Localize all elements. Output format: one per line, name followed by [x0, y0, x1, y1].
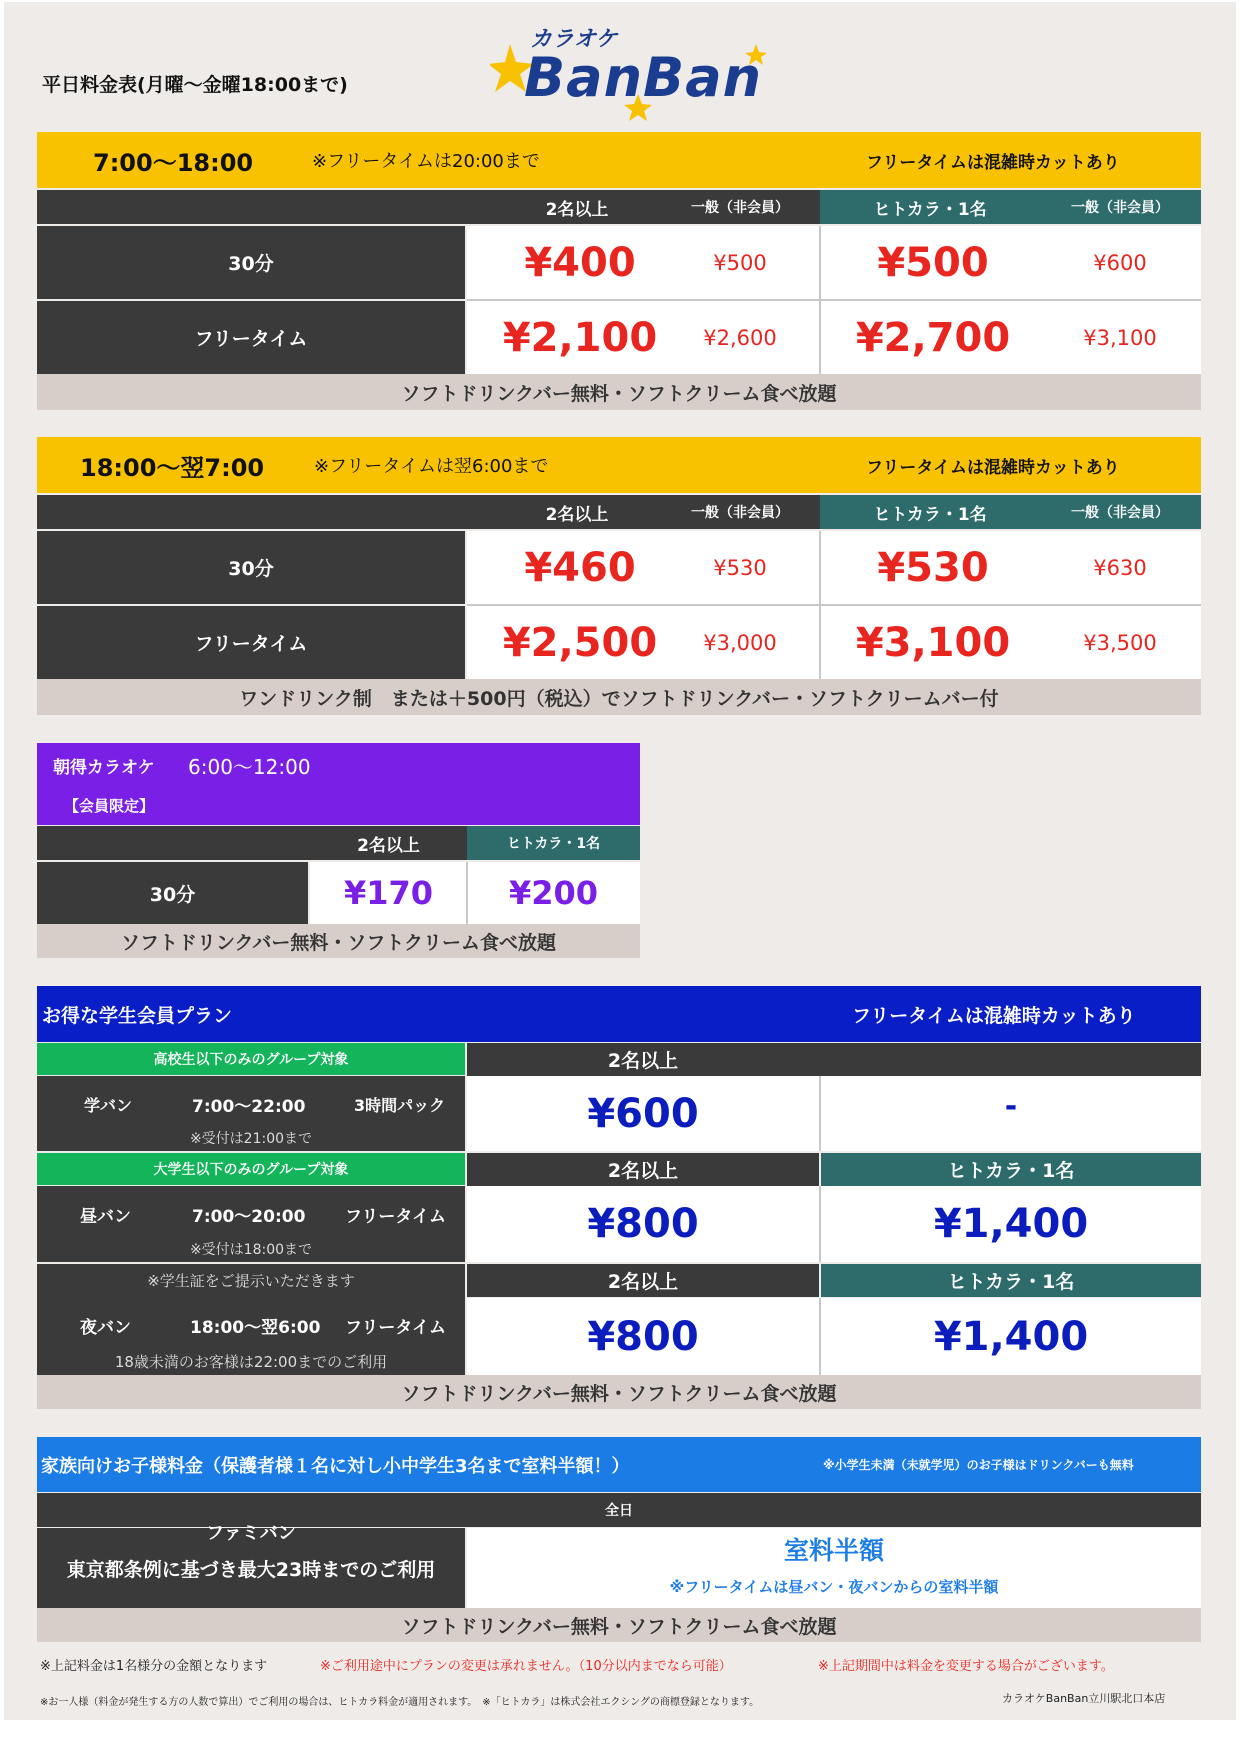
- plan3-sub: 18歳未満のお客様は22:00までのご利用: [114, 1352, 388, 1371]
- plan2-price-hitokara: ¥1,400: [933, 1201, 1089, 1247]
- plan1-price-hitokara: -: [1004, 1088, 1018, 1124]
- section1-row1-price-general-b: ¥600: [1093, 250, 1147, 275]
- plan1-col-2plus: 2名以上: [467, 1043, 819, 1076]
- section1-note: ※フリータイムは20:00まで: [312, 151, 540, 172]
- section2-col-general-a: 一般（非会員）: [660, 495, 820, 529]
- family-right-note: ※小学生未満（未就学児）のお子様はドリンクバーも無料: [823, 1458, 1134, 1472]
- plan2-target: 大学生以下のみのグループ対象: [37, 1153, 465, 1185]
- family-title: 家族向けお子様料金（保護者様１名に対し小中学生3名まで室料半額！）: [41, 1455, 630, 1477]
- morning-col-2plus: 2名以上: [310, 826, 467, 860]
- plan3-col-2plus: 2名以上: [467, 1264, 819, 1297]
- plan1-time: 7:00～22:00: [192, 1096, 306, 1117]
- plan3-target: ※学生証をご提示いただきます: [147, 1271, 355, 1290]
- section1-row1-label: 30分: [37, 226, 465, 299]
- family-name: ファミバン: [206, 1523, 296, 1544]
- family-price: 室料半額: [783, 1536, 884, 1565]
- divider: [467, 604, 1201, 606]
- divider: [819, 1186, 821, 1262]
- plan3-type: フリータイム: [345, 1317, 446, 1338]
- section1-row1-price-2plus: ¥400: [524, 239, 636, 286]
- plan2-type: フリータイム: [345, 1206, 446, 1227]
- section2-row1-price-general-a: ¥530: [713, 555, 767, 580]
- note-line1-c: ※上記期間中は料金を変更する場合がございます。: [818, 1658, 1114, 1674]
- student-footer: ソフトドリンクバー無料・ソフトクリーム食べ放題: [37, 1375, 1201, 1409]
- section2-row2-price-hitokara: ¥3,100: [855, 619, 1011, 666]
- plan1-sub: ※受付は21:00まで: [189, 1131, 313, 1147]
- divider: [467, 299, 1201, 301]
- section2-row1-price-hitokara: ¥530: [877, 544, 989, 591]
- family-desc: 東京都条例に基づき最大23時までのご利用: [66, 1558, 436, 1581]
- section2-footer: ワンドリンク制 または＋500円（税込）でソフトドリンクバー・ソフトクリームバー付: [37, 679, 1201, 715]
- section1-row2-price-hitokara: ¥2,700: [855, 314, 1011, 361]
- plan2-col-2plus: 2名以上: [467, 1153, 819, 1186]
- section2-right-note: フリータイムは混雑時カットあり: [866, 457, 1120, 478]
- student-title: お得な学生会員プラン: [42, 1004, 233, 1027]
- morning-col-hitokara: ヒトカラ・1名: [467, 826, 640, 860]
- section2-row2-price-general-a: ¥3,000: [703, 630, 777, 655]
- section2-row1-price-2plus: ¥460: [524, 544, 636, 591]
- section1-col-hitokara: ヒトカラ・1名: [820, 190, 1040, 224]
- divider: [819, 226, 821, 374]
- section2-row2-price-general-b: ¥3,500: [1083, 630, 1157, 655]
- section1-right-note: フリータイムは混雑時カットあり: [866, 152, 1120, 173]
- plan1-price-2plus: ¥600: [587, 1090, 699, 1137]
- family-footer: ソフトドリンクバー無料・ソフトクリーム食べ放題: [37, 1608, 1201, 1642]
- section1-col-2plus: 2名以上: [467, 190, 687, 224]
- plan2-time: 7:00～20:00: [192, 1206, 306, 1227]
- plan2-sub: ※受付は18:00まで: [189, 1242, 313, 1258]
- section1-row1-price-hitokara: ¥500: [877, 239, 989, 286]
- section2-row2-label: フリータイム: [37, 606, 465, 679]
- section1-time: 7:00～18:00: [93, 148, 254, 177]
- plan3-price-2plus: ¥800: [587, 1313, 699, 1360]
- section1-row2-price-general-a: ¥2,600: [703, 325, 777, 350]
- section1-row2-price-general-b: ¥3,100: [1083, 325, 1157, 350]
- plan1-name: 学バン: [84, 1095, 133, 1115]
- section1-col-general-a: 一般（非会員）: [660, 190, 820, 224]
- section2-row2-price-2plus: ¥2,500: [502, 619, 658, 666]
- morning-price-2plus: ¥170: [343, 874, 434, 912]
- section2-row1-price-general-b: ¥630: [1093, 555, 1147, 580]
- note-line2-b: カラオケBanBan立川駅北口本店: [1002, 1692, 1166, 1705]
- divider: [819, 531, 821, 679]
- plan2-name: 昼バン: [80, 1206, 131, 1227]
- plan3-price-hitokara: ¥1,400: [933, 1313, 1089, 1360]
- plan2-col-hitokara: ヒトカラ・1名: [821, 1153, 1201, 1186]
- section1-row1-price-general-a: ¥500: [713, 250, 767, 275]
- note-line2-a: ※お一人様（料金が発生する方の人数で算出）でご利用の場合は、ヒトカラ料金が適用されます。 ※「ヒトカラ」は株式会社エクシングの商標登録となります。: [40, 1696, 760, 1708]
- section1-footer: ソフトドリンクバー無料・ソフトクリーム食べ放題: [37, 374, 1201, 410]
- logo-small-text: カラオケ: [530, 27, 618, 52]
- note-line1-a: ※上記料金は1名様分の金額となります: [40, 1658, 268, 1674]
- morning-price-hitokara: ¥200: [508, 874, 599, 912]
- logo-big-text: BanBan: [524, 46, 763, 109]
- divider: [819, 1076, 821, 1151]
- section2-note: ※フリータイムは翌6:00まで: [314, 456, 549, 477]
- morning-time: 6:00～12:00: [188, 754, 311, 779]
- plan1-target: 高校生以下のみのグループ対象: [37, 1043, 465, 1075]
- divider: [466, 862, 468, 924]
- family-price-note: ※フリータイムは昼バン・夜バンからの室料半額: [669, 1577, 999, 1596]
- morning-title: 朝得カラオケ: [53, 757, 155, 778]
- section1-row2-label: フリータイム: [37, 301, 465, 374]
- section2-col-2plus: 2名以上: [467, 495, 687, 529]
- divider: [819, 1298, 821, 1375]
- section2-time: 18:00～翌7:00: [80, 453, 265, 482]
- plan3-col-hitokara: ヒトカラ・1名: [821, 1264, 1201, 1297]
- section2-row1-label: 30分: [37, 531, 465, 604]
- morning-row-label: 30分: [37, 862, 308, 924]
- family-col-header: 全日: [37, 1493, 1201, 1527]
- plan1-type: 3時間パック: [354, 1095, 446, 1115]
- plan2-price-2plus: ¥800: [587, 1201, 699, 1247]
- student-right-note: フリータイムは混雑時カットあり: [852, 1004, 1136, 1027]
- plan3-time: 18:00～翌6:00: [190, 1317, 321, 1338]
- section2-col-hitokara: ヒトカラ・1名: [820, 495, 1040, 529]
- section2-col-general-b: 一般（非会員）: [1040, 495, 1200, 529]
- page-title: 平日料金表(月曜～金曜18:00まで): [42, 73, 348, 96]
- section1-col-general-b: 一般（非会員）: [1040, 190, 1200, 224]
- banban-logo: [490, 22, 770, 122]
- morning-footer: ソフトドリンクバー無料・ソフトクリーム食べ放題: [37, 924, 640, 958]
- plan3-name: 夜バン: [80, 1317, 131, 1338]
- morning-members: 【会員限定】: [64, 796, 155, 815]
- note-line1-b: ※ご利用途中にプランの変更は承れません。（10分以内までなら可能）: [320, 1658, 732, 1674]
- section1-row2-price-2plus: ¥2,100: [502, 314, 658, 361]
